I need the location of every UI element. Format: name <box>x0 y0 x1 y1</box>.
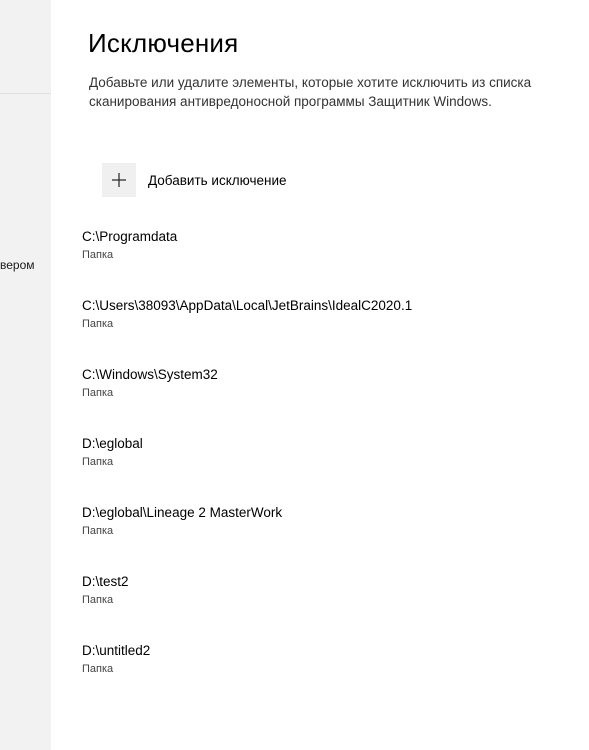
exclusion-type: Папка <box>82 387 114 399</box>
exclusion-type: Папка <box>82 663 114 675</box>
exclusion-type: Папка <box>82 249 114 261</box>
exclusion-item[interactable] <box>82 229 582 298</box>
exclusion-item[interactable] <box>82 643 582 712</box>
exclusion-path: D:\untitled2 <box>82 643 151 658</box>
page-title: Исключения <box>88 28 239 58</box>
add-exclusion-label: Добавить исключение <box>148 172 287 188</box>
exclusion-path: C:\Users\38093\AppData\Local\JetBrains\IdealC2020.1 <box>82 298 413 313</box>
exclusion-item[interactable] <box>82 298 582 367</box>
exclusion-path: D:\eglobal <box>82 436 143 451</box>
exclusion-type: Папка <box>82 318 114 330</box>
exclusion-item[interactable] <box>82 436 582 505</box>
exclusion-type: Папка <box>82 525 114 537</box>
sidebar-item-fragment[interactable]: вером <box>0 258 35 272</box>
exclusion-item[interactable] <box>82 367 582 436</box>
exclusion-type: Папка <box>82 456 114 468</box>
exclusion-path: C:\Programdata <box>82 229 178 244</box>
page-description: Добавьте или удалите элементы, которые хотите исключить из списка сканирования антивредоносной программы Защитник Windows. <box>89 75 532 109</box>
exclusion-item[interactable] <box>82 574 582 643</box>
exclusion-type: Папка <box>82 594 114 606</box>
exclusion-path: C:\Windows\System32 <box>82 367 218 382</box>
plus-icon <box>102 163 136 197</box>
exclusion-path: D:\eglobal\Lineage 2 MasterWork <box>82 505 283 520</box>
sidebar <box>0 0 51 750</box>
exclusion-item[interactable] <box>82 505 582 574</box>
exclusion-list <box>82 229 582 712</box>
main-content <box>51 0 589 750</box>
sidebar-divider <box>0 93 51 94</box>
exclusion-path: D:\test2 <box>82 574 129 589</box>
add-exclusion-button[interactable] <box>102 163 287 197</box>
